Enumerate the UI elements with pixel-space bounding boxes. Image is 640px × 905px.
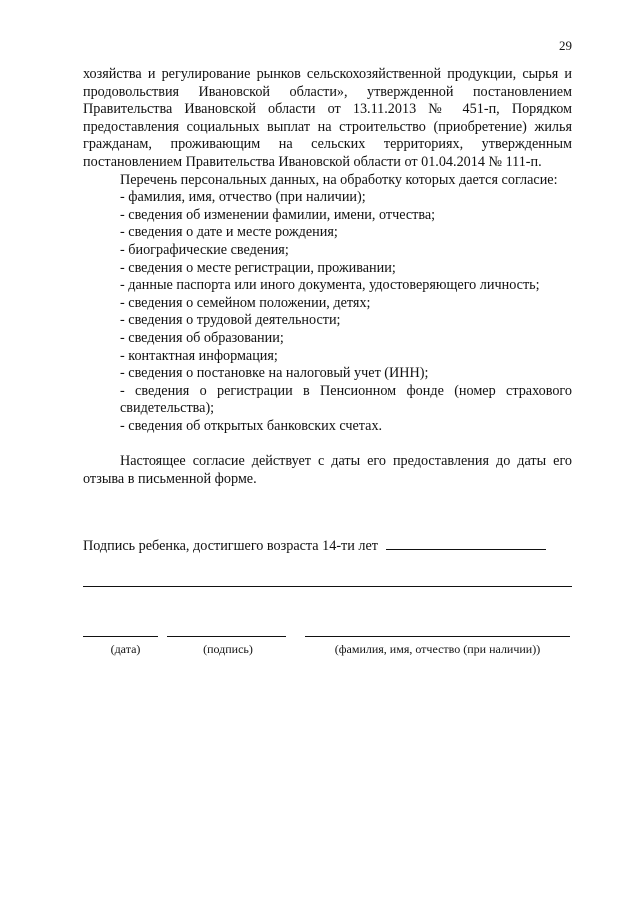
full-width-blank-line[interactable]	[83, 586, 572, 587]
date-blank-line[interactable]	[83, 636, 158, 637]
list-item: - сведения о дате и месте рождения;	[120, 224, 338, 241]
list-item: - контактная информация;	[120, 347, 278, 364]
document-body	[83, 66, 572, 489]
name-caption: (фамилия, имя, отчество (при наличии))	[334, 642, 541, 656]
continuation-paragraph: хозяйства и регулирование рынков сельскохозяйственной продукции, сырья и продовольствия Ивановской области», утвержденной постановлением Правительства Ивановской области от 13.11.2013 № 451-п, Порядком предоставления социальных выплат на строительство (приобретение) жилья гражданам, проживающим на сельских территориях, утвержденным постановлением Правительства Ивановской области от 01.04.2014 № 111-п.	[83, 66, 572, 170]
child-signature-label: Подпись ребенка, достигшего возраста 14-ти лет	[83, 538, 378, 554]
list-item: - сведения об открытых банковских счетах.	[120, 417, 383, 434]
list-item: - биографические сведения;	[120, 241, 289, 258]
date-caption: (дата)	[110, 642, 141, 656]
list-item: - сведения о трудовой деятельности;	[120, 312, 341, 329]
list-item: - данные паспорта или иного документа, удостоверяющего личность;	[120, 277, 540, 294]
child-signature-line[interactable]	[386, 548, 546, 550]
validity-paragraph: Настоящее согласие действует с даты его предоставления до даты его отзыва в письменной форме.	[83, 453, 572, 488]
list-intro-paragraph: Перечень персональных данных, на обработку которых дается согласие:	[120, 171, 558, 188]
list-item: - сведения об изменении фамилии, имени, отчества;	[120, 206, 436, 223]
list-item: - сведения о регистрации в Пенсионном фонде (номер страхового свидетельства);	[120, 382, 572, 417]
page-number: 29	[559, 38, 572, 53]
list-item: - сведения о месте регистрации, проживании;	[120, 259, 396, 276]
signature-caption: (подпись)	[203, 642, 253, 656]
list-item: - сведения о семейном положении, детях;	[120, 294, 371, 311]
child-signature-row	[83, 538, 546, 556]
list-item: - сведения о постановке на налоговый учет (ИНН);	[120, 365, 429, 382]
list-item: - фамилия, имя, отчество (при наличии);	[120, 189, 366, 206]
signature-blank-line[interactable]	[167, 636, 286, 637]
personal-data-list	[83, 189, 572, 435]
list-item: - сведения об образовании;	[120, 329, 284, 346]
name-blank-line[interactable]	[305, 636, 570, 637]
